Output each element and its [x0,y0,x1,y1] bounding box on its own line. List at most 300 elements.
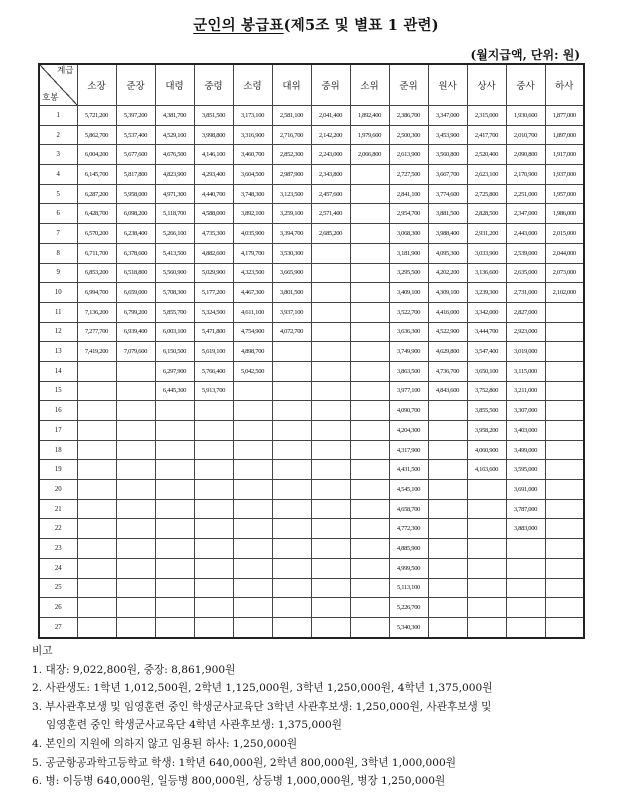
salary-cell [350,460,389,480]
salary-cell: 3,307,000 [506,401,545,421]
salary-cell: 4,179,700 [233,243,272,263]
salary-cell: 3,752,800 [467,381,506,401]
salary-cell: 6,939,400 [116,322,155,342]
salary-cell: 3,394,700 [272,224,311,244]
salary-cell: 2,635,000 [506,263,545,283]
salary-cell: 3,787,000 [506,499,545,519]
salary-cell [311,480,350,500]
step-cell: 21 [39,499,77,519]
salary-cell [350,480,389,500]
salary-cell: 4,885,900 [389,539,428,559]
salary-cell: 4,882,600 [194,243,233,263]
salary-cell [77,598,116,618]
salary-cell: 5,708,300 [155,283,194,303]
salary-cell: 3,530,300 [272,243,311,263]
salary-cell: 4,060,900 [467,440,506,460]
salary-cell [272,460,311,480]
salary-cell [77,440,116,460]
note-item: 2. 사관생도: 1학년 1,012,500원, 2학년 1,125,000원, 3학년 1,250,000원, 4학년 1,375,000원 [32,682,493,695]
salary-cell: 2,571,400 [311,204,350,224]
salary-cell: 3,453,900 [428,125,467,145]
step-cell: 6 [39,204,77,224]
salary-cell [350,224,389,244]
salary-cell [311,243,350,263]
salary-cell [545,578,584,598]
salary-cell: 2,044,000 [545,243,584,263]
salary-cell: 3,019,000 [506,342,545,362]
step-cell: 12 [39,322,77,342]
salary-cell [506,558,545,578]
salary-cell: 4,823,900 [155,165,194,185]
salary-cell [311,263,350,283]
salary-cell: 3,444,700 [467,322,506,342]
salary-cell [116,519,155,539]
salary-cell [155,558,194,578]
corner-step-label: 호봉 [42,93,59,103]
salary-cell [272,440,311,460]
corner-grade-label: 계급 [57,66,74,76]
table-row [39,617,584,637]
salary-cell [272,342,311,362]
salary-cell: 4,163,600 [467,460,506,480]
salary-cell: 3,316,900 [233,125,272,145]
salary-cell [155,460,194,480]
salary-cell [350,617,389,637]
salary-cell: 2,623,100 [467,165,506,185]
salary-cell [428,460,467,480]
salary-cell: 6,659,000 [116,283,155,303]
notes-heading: 비고 [32,645,53,657]
salary-cell [311,381,350,401]
salary-cell [116,460,155,480]
salary-cell: 3,115,000 [506,361,545,381]
salary-cell: 1,979,600 [350,125,389,145]
salary-cell: 3,259,100 [272,204,311,224]
salary-cell: 6,238,400 [116,224,155,244]
note-item: 1. 대장: 9,022,800원, 중장: 8,861,900원 [32,663,236,676]
salary-cell: 5,855,700 [155,302,194,322]
step-cell: 22 [39,519,77,539]
salary-cell: 2,347,000 [506,204,545,224]
salary-cell [116,539,155,559]
note-item: 5. 공군항공과학고등학교 학생: 1학년 640,000원, 2학년 800,000원, 3학년 1,000,000원 [32,756,457,769]
salary-cell: 5,226,700 [389,598,428,618]
column-header: 준위 [389,64,428,106]
salary-cell: 4,035,900 [233,224,272,244]
salary-cell: 2,417,700 [467,125,506,145]
title-sub: (제5조 및 별표 1 관련) [283,17,439,34]
salary-cell [194,440,233,460]
table-row [39,480,584,500]
salary-cell [350,401,389,421]
salary-cell: 5,340,300 [389,617,428,637]
salary-cell: 3,958,200 [467,421,506,441]
salary-cell: 3,403,000 [506,421,545,441]
salary-cell [350,361,389,381]
salary-cell [77,460,116,480]
salary-cell [233,519,272,539]
salary-cell [545,558,584,578]
salary-cell: 3,748,300 [233,184,272,204]
salary-cell: 3,892,100 [233,204,272,224]
salary-cell: 2,015,000 [545,224,584,244]
pay-table [38,63,585,639]
salary-cell: 5,029,900 [194,263,233,283]
note-item: 6. 병: 이등병 640,000원, 일등병 800,000원, 상등병 1,000,000원, 병장 1,250,000원 [32,775,446,788]
salary-cell: 6,004,200 [77,145,116,165]
salary-cell: 4,381,700 [155,106,194,126]
salary-cell [467,519,506,539]
step-cell: 2 [39,125,77,145]
salary-cell [545,361,584,381]
salary-cell: 4,440,700 [194,184,233,204]
table-row [39,401,584,421]
column-header: 중위 [311,64,350,106]
salary-cell: 3,636,300 [389,322,428,342]
column-header: 대위 [272,64,311,106]
salary-cell [467,617,506,637]
salary-cell [272,519,311,539]
step-cell: 5 [39,184,77,204]
salary-cell [467,558,506,578]
table-row [39,322,584,342]
salary-cell: 2,613,900 [389,145,428,165]
salary-cell: 3,342,000 [467,302,506,322]
salary-cell: 1,877,000 [545,106,584,126]
salary-cell [233,578,272,598]
salary-cell: 5,397,200 [116,106,155,126]
salary-cell [233,440,272,460]
salary-cell: 6,428,700 [77,204,116,224]
salary-cell [545,401,584,421]
salary-cell [233,421,272,441]
salary-cell: 3,068,300 [389,224,428,244]
salary-cell [155,578,194,598]
salary-cell [272,617,311,637]
salary-cell: 5,177,200 [194,283,233,303]
salary-cell [272,539,311,559]
salary-cell [506,539,545,559]
salary-cell [545,480,584,500]
salary-cell: 4,971,300 [155,184,194,204]
salary-cell [350,302,389,322]
salary-cell: 4,202,200 [428,263,467,283]
salary-cell: 7,079,600 [116,342,155,362]
salary-cell [116,558,155,578]
salary-cell [77,421,116,441]
salary-cell: 2,041,400 [311,106,350,126]
salary-cell [116,401,155,421]
salary-cell [233,460,272,480]
salary-cell [311,322,350,342]
salary-cell: 6,098,200 [116,204,155,224]
salary-cell [116,617,155,637]
salary-cell: 1,957,000 [545,184,584,204]
step-cell: 15 [39,381,77,401]
salary-cell: 2,520,400 [467,145,506,165]
salary-cell [350,322,389,342]
salary-cell: 3,211,000 [506,381,545,401]
salary-cell: 4,529,100 [155,125,194,145]
column-header: 상사 [467,64,506,106]
salary-cell [350,342,389,362]
salary-cell: 3,560,800 [428,145,467,165]
salary-cell: 2,828,500 [467,204,506,224]
salary-cell [77,401,116,421]
salary-cell: 2,443,000 [506,224,545,244]
step-cell: 9 [39,263,77,283]
salary-cell: 3,522,700 [389,302,428,322]
step-cell: 14 [39,361,77,381]
salary-cell [116,480,155,500]
salary-cell [233,480,272,500]
salary-cell: 5,766,400 [194,361,233,381]
salary-cell: 4,204,300 [389,421,428,441]
salary-cell: 3,855,500 [467,401,506,421]
salary-cell: 4,999,500 [389,558,428,578]
note-item: 임영훈련 중인 학생군사교육단 4학년 사관후보생: 1,375,000원 [46,719,342,732]
salary-cell: 5,721,200 [77,106,116,126]
table-row [39,460,584,480]
salary-cell: 1,917,000 [545,145,584,165]
salary-cell: 2,386,700 [389,106,428,126]
salary-cell: 5,413,500 [155,243,194,263]
salary-cell: 5,118,700 [155,204,194,224]
table-row [39,539,584,559]
salary-cell [350,499,389,519]
salary-cell: 4,416,000 [428,302,467,322]
salary-cell [350,243,389,263]
salary-cell [545,460,584,480]
column-header: 하사 [545,64,584,106]
salary-cell: 3,499,000 [506,440,545,460]
salary-cell: 1,930,600 [506,106,545,126]
salary-cell [77,361,116,381]
salary-cell: 3,123,500 [272,184,311,204]
salary-cell [467,598,506,618]
table-row [39,106,584,126]
table-row [39,283,584,303]
salary-cell [350,263,389,283]
salary-cell [77,381,116,401]
salary-cell: 2,102,000 [545,283,584,303]
salary-cell: 2,716,700 [272,125,311,145]
table-row [39,125,584,145]
step-cell: 10 [39,283,77,303]
salary-cell: 6,003,100 [155,322,194,342]
salary-cell: 3,295,500 [389,263,428,283]
salary-cell: 3,136,600 [467,263,506,283]
salary-cell: 2,727,500 [389,165,428,185]
salary-cell: 1,986,000 [545,204,584,224]
salary-cell: 6,287,200 [77,184,116,204]
salary-cell [272,381,311,401]
salary-cell: 5,619,100 [194,342,233,362]
salary-cell [272,499,311,519]
pay-table-body [39,106,584,638]
step-cell: 11 [39,302,77,322]
salary-cell: 3,851,500 [194,106,233,126]
salary-cell: 4,611,100 [233,302,272,322]
salary-cell: 2,170,900 [506,165,545,185]
salary-cell [311,499,350,519]
salary-cell: 3,547,400 [467,342,506,362]
salary-cell: 3,937,100 [272,302,311,322]
salary-cell: 5,042,500 [233,361,272,381]
salary-cell [194,539,233,559]
salary-cell: 2,457,600 [311,184,350,204]
notes-section [32,642,622,791]
salary-cell: 5,471,800 [194,322,233,342]
salary-cell [311,578,350,598]
salary-cell: 3,998,800 [194,125,233,145]
salary-cell [155,401,194,421]
salary-cell: 4,629,800 [428,342,467,362]
salary-cell [350,204,389,224]
salary-cell [467,539,506,559]
salary-cell [116,499,155,519]
salary-cell [194,578,233,598]
salary-cell [506,598,545,618]
salary-cell [155,440,194,460]
salary-cell [194,401,233,421]
salary-cell: 5,817,800 [116,165,155,185]
salary-cell [545,598,584,618]
salary-cell: 5,560,900 [155,263,194,283]
table-row [39,421,584,441]
salary-cell: 6,994,700 [77,283,116,303]
table-row [39,598,584,618]
column-header: 소령 [233,64,272,106]
salary-cell: 4,522,900 [428,322,467,342]
step-cell: 1 [39,106,77,126]
salary-cell: 4,323,500 [233,263,272,283]
salary-cell [233,499,272,519]
salary-cell: 3,595,000 [506,460,545,480]
salary-cell: 3,883,000 [506,519,545,539]
salary-cell [311,342,350,362]
salary-cell: 3,801,500 [272,283,311,303]
salary-cell [545,322,584,342]
salary-cell: 3,665,900 [272,263,311,283]
step-cell: 18 [39,440,77,460]
salary-cell [116,421,155,441]
salary-cell [233,539,272,559]
document-title [0,14,632,35]
salary-cell [350,578,389,598]
salary-cell: 4,090,700 [389,401,428,421]
salary-cell [428,499,467,519]
salary-cell [311,617,350,637]
salary-cell [428,401,467,421]
salary-cell [311,361,350,381]
salary-cell: 6,570,200 [77,224,116,244]
step-cell: 24 [39,558,77,578]
salary-cell [311,302,350,322]
salary-cell: 4,898,700 [233,342,272,362]
salary-cell [155,598,194,618]
salary-cell [194,460,233,480]
salary-cell: 6,145,700 [77,165,116,185]
salary-cell: 4,146,100 [194,145,233,165]
column-header: 소장 [77,64,116,106]
table-row [39,145,584,165]
salary-cell [233,598,272,618]
salary-cell: 2,581,100 [272,106,311,126]
salary-cell: 4,843,600 [428,381,467,401]
table-row [39,165,584,185]
salary-cell: 3,667,700 [428,165,467,185]
salary-cell [77,578,116,598]
salary-cell [272,480,311,500]
column-header: 중령 [194,64,233,106]
salary-cell: 6,518,800 [116,263,155,283]
salary-cell: 3,749,900 [389,342,428,362]
salary-cell [467,480,506,500]
table-row [39,224,584,244]
table-row [39,302,584,322]
salary-cell: 2,923,000 [506,322,545,342]
salary-cell [350,421,389,441]
salary-cell: 2,954,700 [389,204,428,224]
salary-cell [311,440,350,460]
salary-cell [467,499,506,519]
unit-note: (월지급액, 단위: 원) [470,48,580,62]
salary-cell [428,421,467,441]
salary-cell [545,302,584,322]
salary-cell: 3,650,100 [467,361,506,381]
salary-cell: 4,588,000 [194,204,233,224]
salary-cell [233,558,272,578]
salary-cell [350,598,389,618]
salary-cell [506,617,545,637]
salary-cell [428,539,467,559]
salary-cell [545,519,584,539]
table-row [39,578,584,598]
salary-cell [350,283,389,303]
salary-cell [194,421,233,441]
salary-cell [350,519,389,539]
salary-cell [77,480,116,500]
salary-cell [155,617,194,637]
salary-cell: 6,799,200 [116,302,155,322]
column-header: 원사 [428,64,467,106]
salary-cell: 5,537,400 [116,125,155,145]
table-row [39,361,584,381]
column-header: 중사 [506,64,545,106]
salary-cell [77,519,116,539]
table-row [39,204,584,224]
salary-cell: 3,239,300 [467,283,506,303]
salary-cell: 5,677,600 [116,145,155,165]
salary-cell: 2,539,000 [506,243,545,263]
table-row [39,184,584,204]
salary-cell: 3,977,100 [389,381,428,401]
salary-cell [428,598,467,618]
salary-cell [272,421,311,441]
salary-cell [194,519,233,539]
note-item: 4. 본인의 지원에 의하지 않고 임용된 하사: 1,250,000원 [32,737,298,750]
salary-cell [311,401,350,421]
salary-cell: 3,604,500 [233,165,272,185]
salary-cell: 3,691,000 [506,480,545,500]
table-row [39,381,584,401]
salary-cell: 4,676,500 [155,145,194,165]
salary-cell [350,165,389,185]
salary-cell: 7,277,700 [77,322,116,342]
salary-cell [155,519,194,539]
salary-cell: 4,467,300 [233,283,272,303]
